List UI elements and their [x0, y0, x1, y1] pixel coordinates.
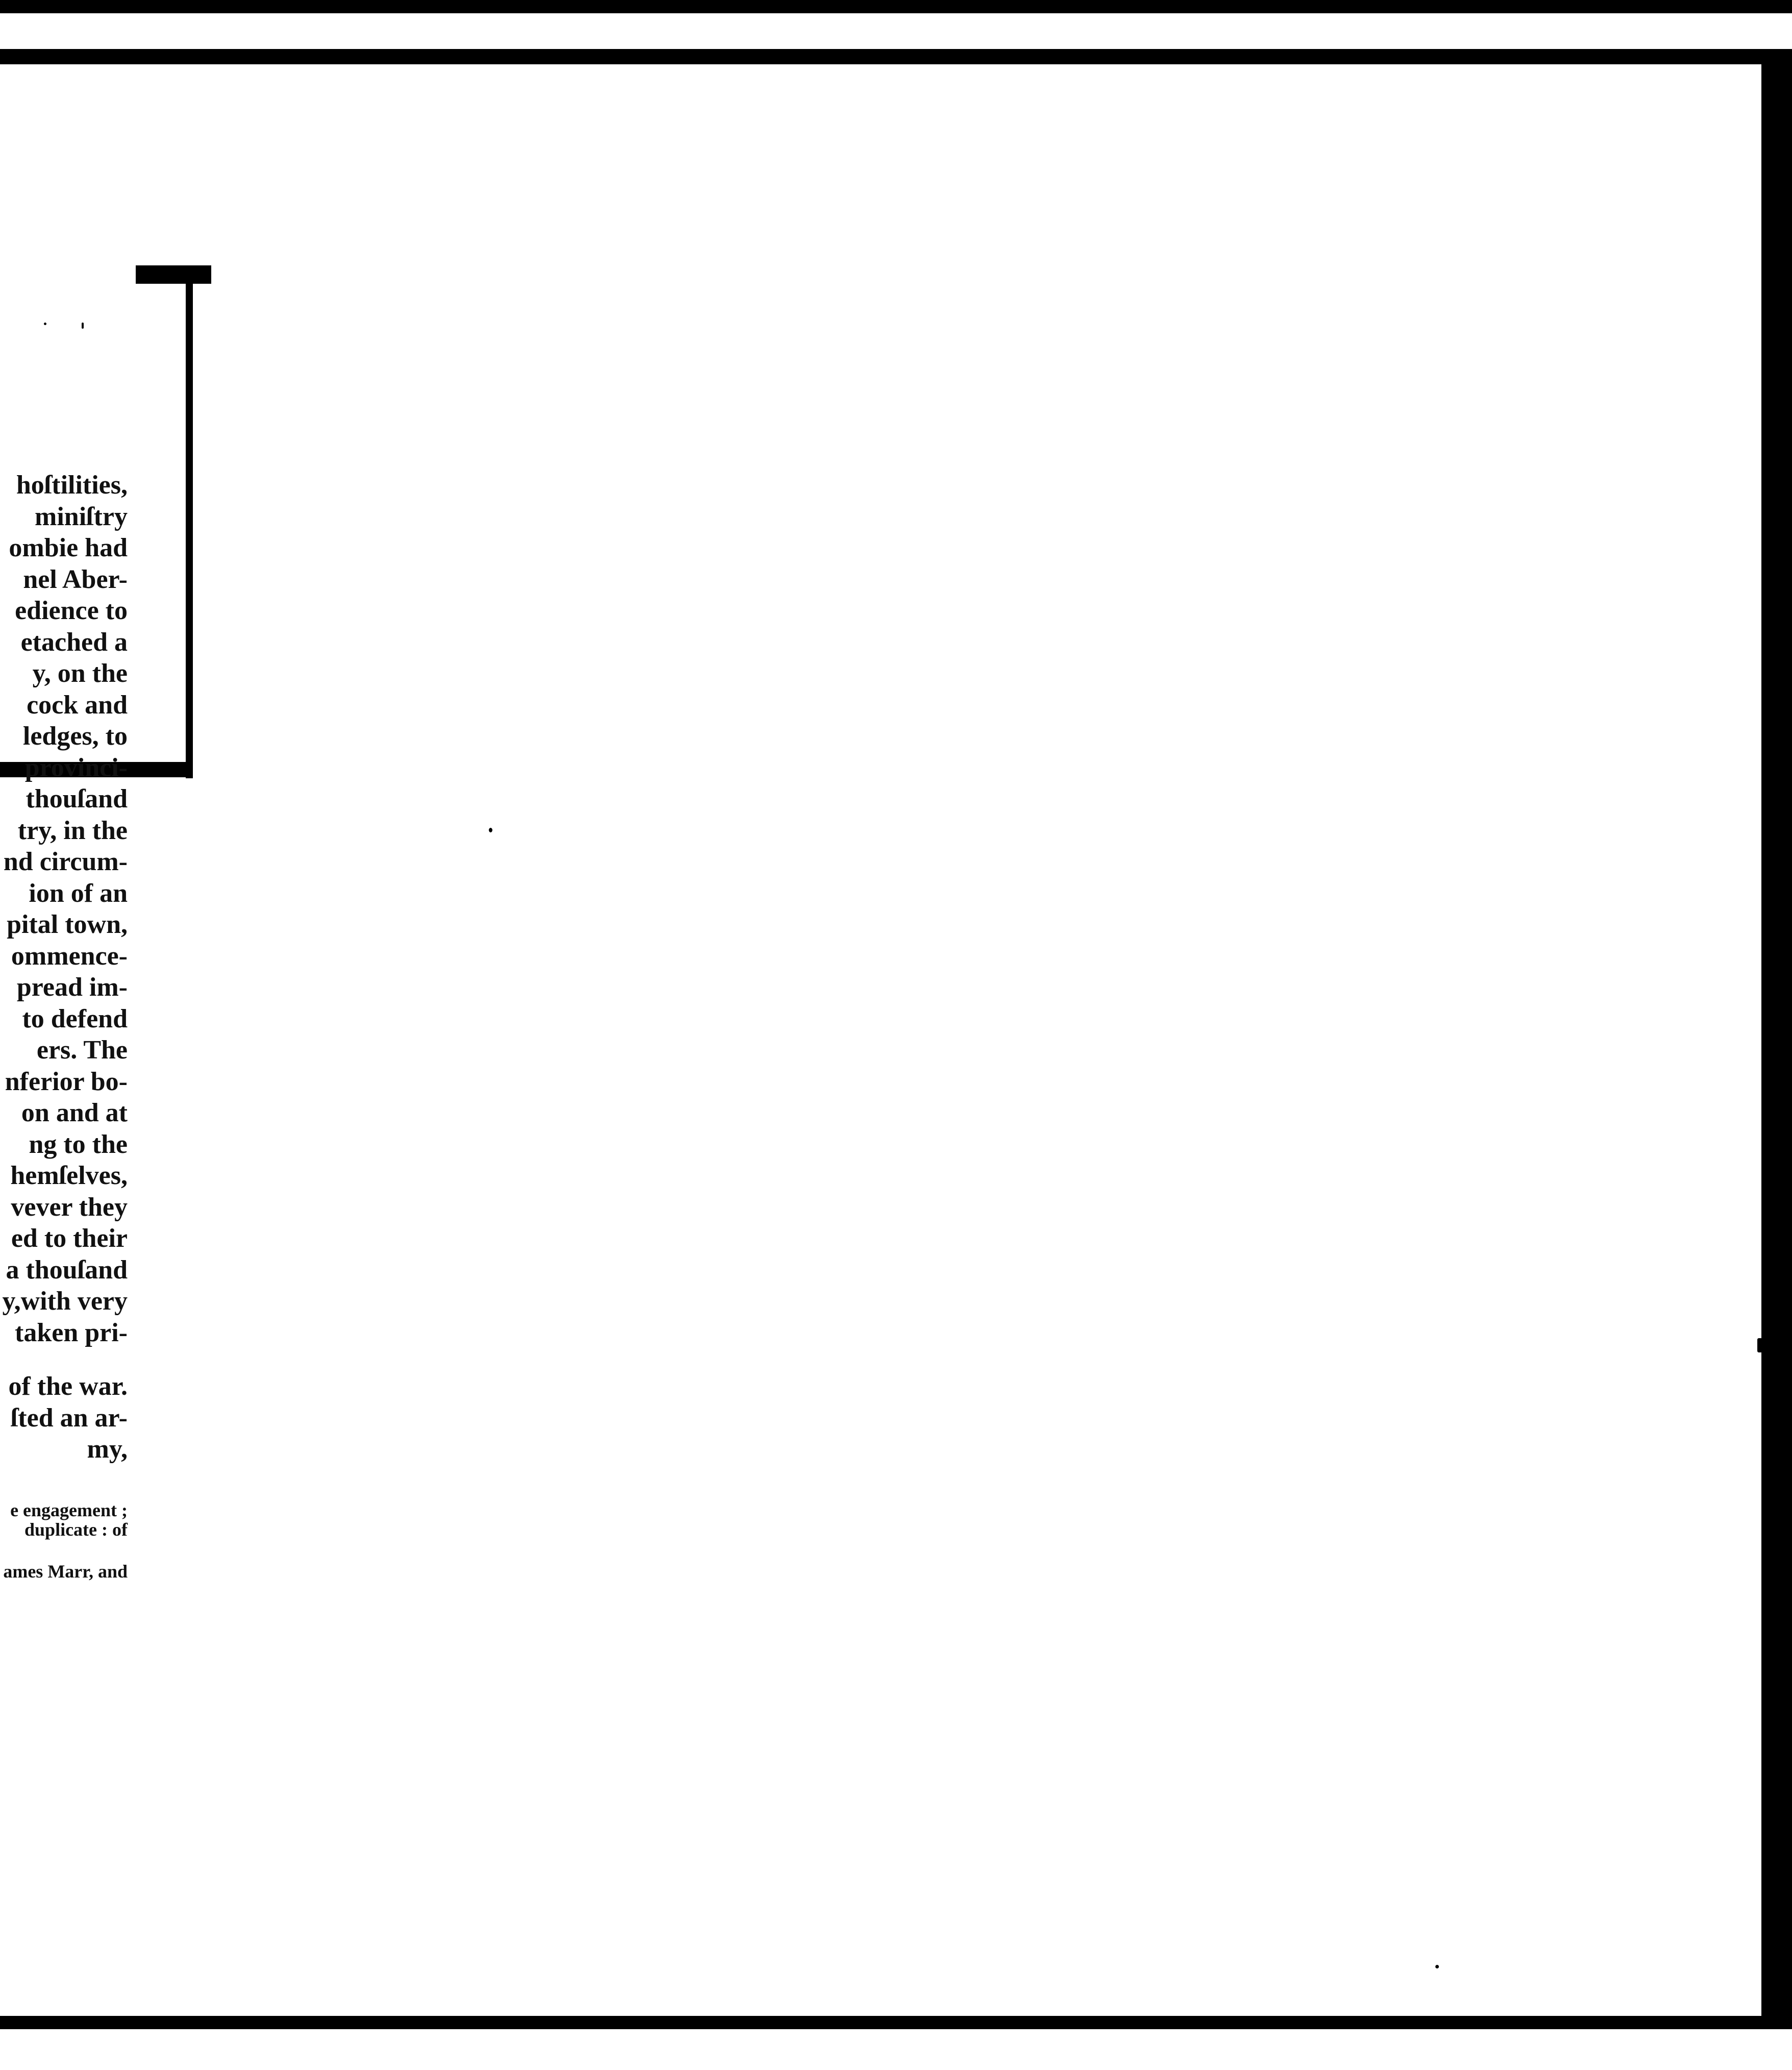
- body-line: nel Aber-: [23, 564, 128, 594]
- body-line: hoſtilities,: [16, 471, 128, 500]
- body-line: hemſelves,: [10, 1161, 128, 1190]
- body-line: nferior bo-: [5, 1067, 128, 1096]
- body-line: provinci-: [24, 753, 128, 782]
- facing-page-right-edge: [186, 278, 193, 778]
- body-line: ion of an: [29, 878, 128, 908]
- footnote-line: e engagement ;: [10, 1500, 128, 1520]
- body-text: [2, 470, 128, 1465]
- body-line: ombie had: [9, 533, 128, 562]
- scan-border-band-top: [0, 49, 1792, 64]
- body-line: etached a: [20, 627, 128, 657]
- body-line: try, in the: [17, 816, 128, 845]
- body-line: ers. The: [36, 1036, 128, 1065]
- dust-speck: [44, 323, 46, 325]
- body-line: on and at: [21, 1098, 128, 1127]
- dust-speck: [82, 323, 84, 329]
- facing-page-top-tab: [136, 265, 211, 284]
- body-line: taken pri-: [15, 1318, 128, 1347]
- dust-speck: [1757, 1338, 1762, 1352]
- body-line: my,: [87, 1435, 128, 1464]
- scan-border-right: [1761, 49, 1792, 2029]
- body-line: nd circum-: [3, 847, 128, 876]
- body-line: vever they: [11, 1192, 128, 1222]
- body-line: pital town,: [7, 910, 128, 939]
- body-line: ng to the: [29, 1129, 128, 1159]
- body-line: edience to: [15, 596, 128, 625]
- dust-speck: [489, 828, 492, 832]
- body-line: ledges, to: [22, 722, 128, 751]
- body-line: cock and: [27, 690, 128, 720]
- footnote-gap: [3, 1539, 128, 1562]
- body-line: ſted an ar-: [10, 1403, 128, 1433]
- body-line: y, on the: [32, 659, 128, 688]
- dust-speck: [1435, 1965, 1439, 1968]
- body-line: y,with very: [2, 1287, 128, 1316]
- paragraph-gap: [2, 1348, 128, 1371]
- body-line: miniſtry: [35, 502, 128, 531]
- body-line: to defend: [22, 1004, 128, 1033]
- footnote-line: duplicate : of: [24, 1519, 128, 1540]
- body-line: pread im-: [16, 973, 128, 1002]
- body-line: a thouſand: [6, 1255, 128, 1285]
- scan-border-band-bottom: [0, 2016, 1792, 2029]
- body-line: ommence-: [11, 941, 128, 971]
- footnote-line: ames Marr, and: [3, 1561, 128, 1582]
- scan-border-top: [0, 0, 1792, 13]
- footnote-text: [3, 1500, 128, 1581]
- body-line: ed to their: [11, 1224, 128, 1253]
- body-line: of the war.: [8, 1372, 128, 1401]
- blank-page: [0, 64, 1760, 2016]
- body-line: thouſand: [26, 784, 128, 814]
